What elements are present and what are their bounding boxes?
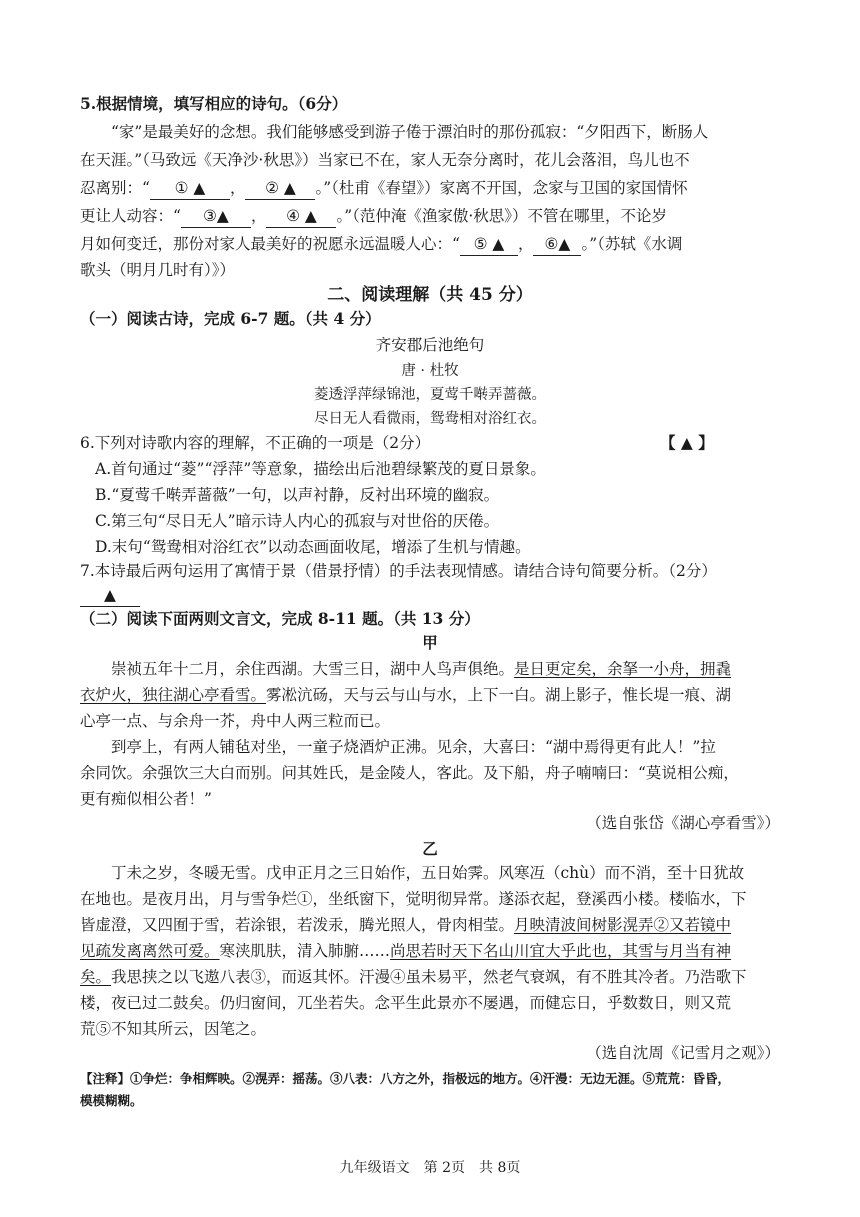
jia-para-1-line-2 <box>80 684 780 706</box>
answer-blank-4[interactable]: ④ ▲ <box>266 205 336 228</box>
yi-line-4 <box>80 940 780 962</box>
q6-stem: 6.下列对诗歌内容的理解，不正确的一项是（2分） <box>80 434 431 452</box>
yi-line-3 <box>80 914 780 936</box>
q5-line-5-text-b: 。”（苏轼《水调 <box>581 235 683 253</box>
page-footer: 九年级语文 第 2页 共 8页 <box>339 1160 521 1176</box>
part-1-instruction: （一）阅读古诗，完成 6-7 题。（共 4 分） <box>80 309 381 328</box>
jia-para-2-line-2: 余同饮。余强饮三大白而别。问其姓氏，是金陵人，客此。及下船，舟子喃喃曰：“莫说相公痴， <box>80 764 739 782</box>
yi-line-7: 荒⑤不知其所云，因笔之。 <box>80 1020 267 1038</box>
yi-line-2: 在地也。是夜月出，月与雪争烂①，坐纸窗下，觉明彻异常。遂添衣起，登溪西小楼。楼临水，下 <box>80 890 747 908</box>
jia-text: 崇祯五年十二月，余住西湖。大雪三日，湖中人鸟声俱绝。 <box>111 660 515 678</box>
yi-underlined-text: 见疏发离离然可爱。 <box>80 942 220 960</box>
q6-option-d: D.末句“鸳鸯相对浴红衣”以动态画面收尾，增添了生机与情趣。 <box>95 538 531 556</box>
jia-para-2-line-1: 到亭上，有两人铺毡对坐，一童子烧酒炉正沸。见余，大喜曰：“湖中焉得更有此人！”拉 <box>111 738 716 756</box>
q5-line-4: 更让人动容：“ ③▲ ， ④ ▲ 。”（范仲淹《渔家傲·秋思》）不管在哪里，不论岁 <box>80 205 780 228</box>
q5-line-2: 在天涯。”（马致远《天净沙·秋思》）当家已不在，家人无奈分离时，花儿会落泪，鸟儿也不 <box>80 151 690 169</box>
q5-line-4-text-b: 。”（范仲淹《渔家傲·秋思》）不管在哪里，不论岁 <box>336 207 668 225</box>
q6-option-c: C.第三句“尽日无人”暗示诗人内心的孤寂与对世俗的厌倦。 <box>95 512 500 530</box>
yi-line-1: 丁未之岁，冬暖无雪。戊申正月之三日始作，五日始霁。风寒冱（chù）而不消，至十日犹故 <box>111 864 745 882</box>
jia-para-1-line-3: 心亭一点、与余舟一芥，舟中人两三粒而已。 <box>80 712 391 730</box>
answer-blank-2[interactable]: ② ▲ <box>245 177 315 200</box>
q6-answer-bracket[interactable]: 【 ▲ 】 <box>660 433 714 452</box>
text-jia-label: 甲 <box>422 633 438 652</box>
q6-option-a: A.首句通过“菱”“浮萍”等意象，描绘出后池碧绿繁茂的夏日景象。 <box>95 460 546 478</box>
poem-author: 唐 · 杜牧 <box>401 363 459 379</box>
section-2-title: 二、阅读理解（共 45 分） <box>327 285 533 305</box>
q5-line-3: 忍离别：“ ① ▲ ， ② ▲ 。”（杜甫《春望》）家离不开国，念家与卫国的家国情怀 <box>80 177 780 200</box>
yi-underlined-text: 月映清波间树影滉弄②又若镜中 <box>514 916 732 934</box>
yi-source: （选自沈周《记雪月之观》） <box>586 1044 780 1062</box>
q5-line-1: “家”是最美好的念想。我们能够感受到游子倦于漂泊时的那份孤寂：“夕阳西下，断肠人 <box>111 123 709 141</box>
annotations-line-1: 【注释】①争烂：争相辉映。②滉弄：摇荡。③八表：八方之外，指极远的地方。④汗漫：无边无涯。⑤荒荒：昏昏， <box>80 1071 731 1086</box>
part-2-instruction: （二）阅读下面两则文言文，完成 8-11 题。（共 13 分） <box>80 609 480 628</box>
q5-line-5-text-a: 月如何变迁，那份对家人最美好的祝愿永远温暖人心：“ <box>80 235 460 253</box>
q7-answer-line <box>80 584 780 607</box>
jia-underlined-text: 衣炉火，独往湖心亭看雪。 <box>80 686 267 704</box>
q5-line-3-text-a: 忍离别：“ <box>80 179 150 197</box>
jia-text: 雾凇沆砀，天与云与山与水，上下一白。湖上影子，惟长堤一痕、湖 <box>266 686 732 704</box>
yi-text: 我思挟之以飞遨八表③，而返其怀。汗漫④虽未易平，然老气衰飒，有不胜其冷者。乃浩歌下 <box>111 968 747 986</box>
q5-line-3-text-b: 。”（杜甫《春望》）家离不开国，念家与卫国的家国情怀 <box>315 179 688 197</box>
yi-text: 皆虚澄，又四囿于雪，若涂银，若泼汞，腾光照人，骨肉相莹。 <box>80 916 515 934</box>
jia-underlined-text: 是日更定矣，余拏一小舟，拥毳 <box>514 660 732 678</box>
jia-source: （选自张岱《湖心亭看雪》） <box>586 814 780 832</box>
q5-line-6: 歌头（明月几时有）》） <box>80 261 236 279</box>
answer-blank-3[interactable]: ③▲ <box>181 205 251 228</box>
yi-underlined-text: 矣。 <box>80 968 112 986</box>
answer-blank-1[interactable]: ① ▲ <box>150 177 230 200</box>
yi-text: 寒浃肌肤，清入肺腑…… <box>219 942 391 960</box>
poem-title: 齐安郡后池绝句 <box>375 336 485 354</box>
q5-title: 5.根据情境，填写相应的诗句。（6分） <box>80 94 348 113</box>
q5-line-4-text-a: 更让人动容：“ <box>80 207 181 225</box>
answer-blank-6[interactable]: ⑥▲ <box>533 233 581 256</box>
q7-stem: 7.本诗最后两句运用了寓情于景（借景抒情）的手法表现情感。请结合诗句简要分析。（2分） <box>80 562 717 580</box>
q7-answer-blank[interactable]: ▲ <box>80 584 140 607</box>
yi-line-6: 楼，夜已过二鼓矣。仍归窗间，兀坐若失。念平生此景亦不屡遇，而健忘日，乎数数日，则又荒 <box>80 994 732 1012</box>
text-yi-label: 乙 <box>422 839 438 858</box>
yi-line-5 <box>80 966 780 988</box>
annotations-line-2: 模模糊糊。 <box>80 1093 143 1108</box>
poem-line-2: 尽日无人看微雨，鸳鸯相对浴红衣。 <box>314 411 546 427</box>
q6-option-b: B.“夏莺千啭弄蔷薇”一句，以声衬静，反衬出环境的幽寂。 <box>95 486 500 504</box>
answer-blank-5[interactable]: ⑤ ▲ <box>460 233 518 256</box>
yi-underlined-text: 尚思若时天下名山川宜大乎此也，其雪与月当有神 <box>390 942 732 960</box>
jia-para-1-line-1 <box>80 658 780 680</box>
jia-para-2-line-3: 更有痴似相公者！” <box>80 790 212 808</box>
q5-line-5: 月如何变迁，那份对家人最美好的祝愿永远温暖人心：“ ⑤ ▲ ， ⑥▲ 。”（苏轼《水调 <box>80 233 780 256</box>
poem-line-1: 菱透浮萍绿锦池，夏莺千啭弄蔷薇。 <box>314 387 546 403</box>
